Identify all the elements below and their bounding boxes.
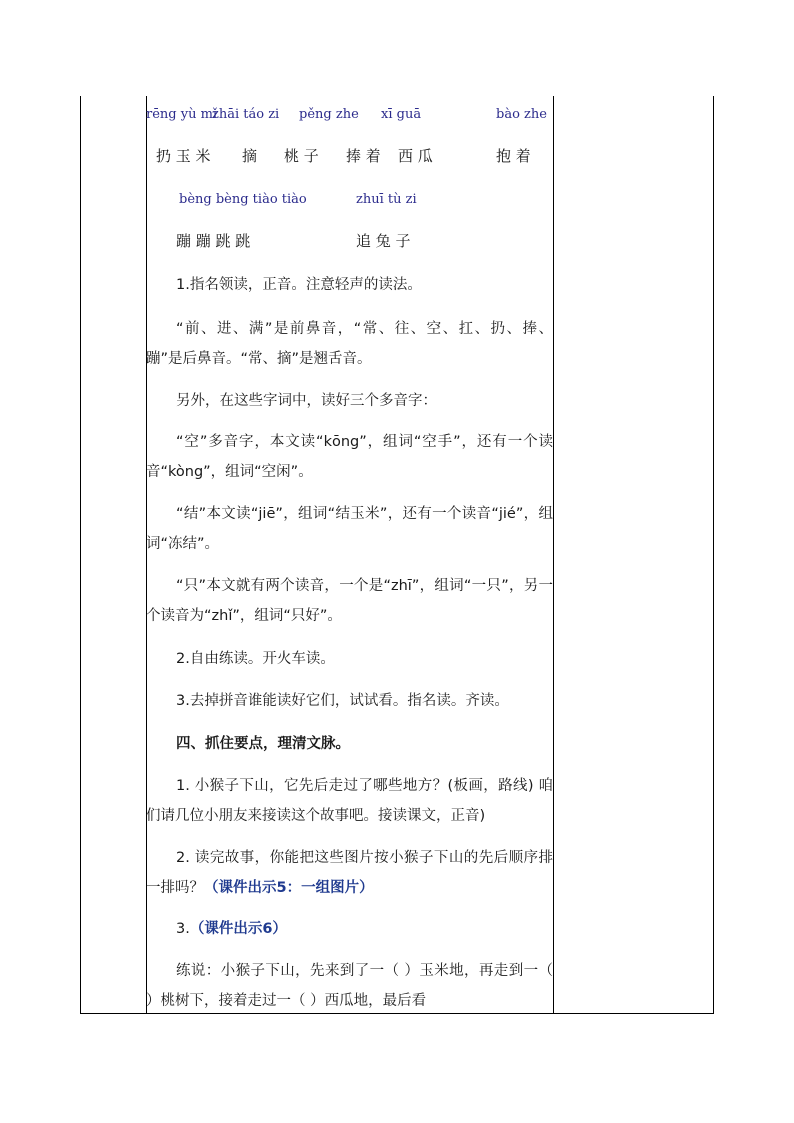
pinyin-text: zhuī tù zi: [356, 192, 417, 207]
pinyin-text: zhāi táo zi: [212, 107, 280, 122]
question-3-number: 3.: [176, 921, 190, 937]
courseware-note-5: （课件出示5：一组图片）: [204, 880, 374, 896]
paragraph-nasal-sounds: “前、进、满”是前鼻音，“常、往、空、扛、扔、捧、蹦”是后鼻音。“常、摘”是翘舌音。: [146, 321, 553, 367]
paragraph-polyphones-intro: 另外，在这些字词中，读好三个多音字：: [176, 393, 437, 409]
pinyin-text: rēng yù mǐ: [146, 107, 218, 122]
question-3: [146, 914, 553, 944]
question-1: 1. 小猴子下山，它先后走过了哪些地方？(板画，路线) 咱们请几位小朋友来接读这个故事吧。接读课文，正音): [146, 778, 553, 824]
courseware-note-6: （课件出示6）: [189, 921, 287, 937]
question-2: [146, 843, 553, 903]
pinyin-text: bào zhe: [496, 107, 547, 122]
hanzi-text: 西 瓜: [398, 147, 433, 165]
paragraph-step-2: 2.自由练读。开火车读。: [176, 651, 335, 667]
paragraph-kong: “空”多音字，本文读“kōng”，组词“空手”，还有一个读音“kòng”，组词“空闲”。: [146, 434, 553, 480]
hanzi-text: 桃 子: [284, 147, 319, 165]
column-divider-right: [553, 96, 554, 1014]
hanzi-text: 追 兔 子: [356, 232, 411, 250]
pinyin-text: pěng zhe: [299, 107, 359, 122]
hanzi-text: 蹦 蹦 跳 跳: [176, 232, 251, 250]
paragraph-jie: “结”本文读“jiē”，组词“结玉米”，还有一个读音“jié”，组词“冻结”。: [146, 506, 553, 552]
paragraph-step-3: 3.去掉拼音谁能读好它们，试试看。指名读。齐读。: [176, 693, 509, 709]
paragraph-zhi: “只”本文就有两个读音，一个是“zhī”，组词“一只”，另一个读音为“zhǐ”，组词“只好”。: [146, 578, 553, 624]
practice-speaking: 练说：小猴子下山，先来到了一（ ）玉米地，再走到一（ ）桃树下，接着走过一（ ）西瓜地，最后看: [146, 963, 553, 1009]
section-heading-4: 四、抓住要点，理清文脉。: [176, 736, 350, 752]
pinyin-text: bèng bèng tiào tiào: [179, 192, 307, 207]
hanzi-text: 摘: [242, 147, 258, 165]
hanzi-text: 捧 着: [346, 147, 381, 165]
question-2-text: 2. 读完故事，你能把这些图片按小猴子下山的先后顺序排一排吗？: [146, 850, 553, 896]
hanzi-text: 扔 玉 米: [156, 147, 211, 165]
lesson-content: [146, 96, 553, 1014]
paragraph-step-1: 1.指名领读，正音。注意轻声的读法。: [176, 277, 422, 293]
hanzi-text: 抱 着: [496, 147, 531, 165]
pinyin-text: xī guā: [381, 107, 422, 122]
